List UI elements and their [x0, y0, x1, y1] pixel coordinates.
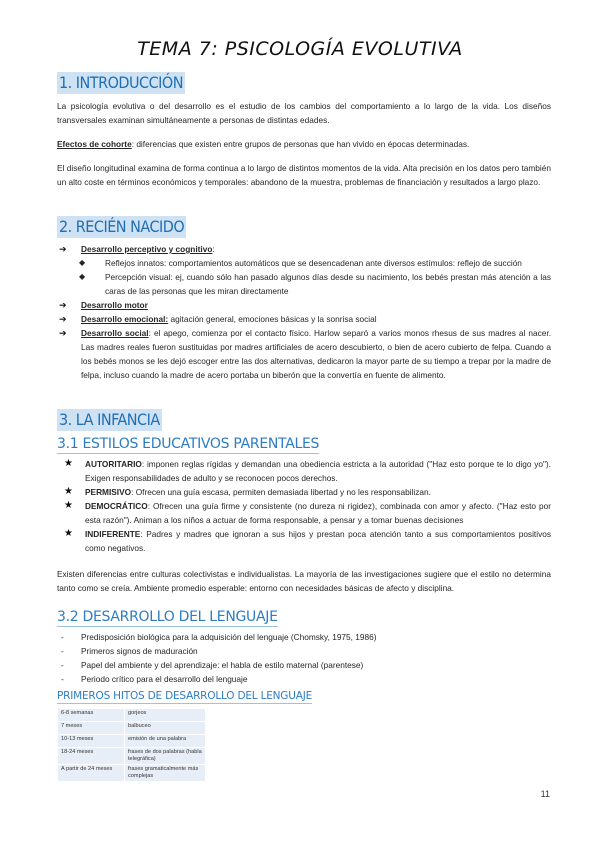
list-item: ★ INDIFERENTE: Padres y madres que ignoran a sus hijos y prestan poca atención tanto a sus comportamientos positivos como negativos. [64, 528, 551, 553]
star-bullet-icon: ★ [64, 500, 73, 511]
list-item: ◆ Reflejos innatos: comportamientos automáticos que se desencadenan ante diversos estímulos: reflejo de succión [79, 258, 522, 268]
list-item: ➔ Desarrollo motor [59, 300, 148, 310]
page-number: 11 [540, 789, 550, 799]
list-item: - Papel del ambiente y del aprendizaje: el habla de estilo maternal (parentese) [61, 660, 364, 670]
cohorte-text: : diferencias que existen entre grupos de personas que han vivido en épocas determinadas. [131, 139, 470, 149]
heading-primeros-hitos: PRIMEROS HITOS DE DESARROLLO DEL LENGUAJE [57, 690, 313, 702]
heading-la-infancia: 3. LA INFANCIA [59, 410, 160, 429]
culturas-paragraph: Existen diferencias entre culturas colectivistas e individualistas. La mayoría de las investigaciones sugiere que el estilo no determina tanto como se creía. Ambiente promedio esperable: entorno con necesidades básicas de afecto y disciplina. [57, 569, 551, 593]
star-bullet-icon: ★ [64, 458, 73, 469]
cohorte-term: Efectos de cohorte [57, 139, 132, 149]
arrow-icon: ➔ [59, 300, 67, 310]
table-row: 10-13 meses emisión de una palabra [58, 735, 206, 748]
page-title: TEMA 7: PSICOLOGÍA EVOLUTIVA [137, 38, 463, 60]
list-item: ★ PERMISIVO: Ofrecen una guía escasa, permiten demasiada libertad y no les responsabilizan. [64, 486, 431, 497]
list-item: - Predisposición biológica para la adquisición del lenguaje (Chomsky, 1975, 1986) [61, 632, 377, 642]
hitos-table [57, 708, 206, 782]
heading-estilos-educativos: 3.1 ESTILOS EDUCATIVOS PARENTALES [57, 436, 320, 452]
diamond-bullet-icon: ◆ [79, 272, 86, 281]
heading-desarrollo-lenguaje: 3.2 DESARROLLO DEL LENGUAJE [57, 609, 278, 625]
arrow-icon: ➔ [59, 244, 67, 254]
list-item: ★ AUTORITARIO: imponen reglas rígidas y demandan una obediencia estricta a la autoridad ("Haz esto porque te lo digo yo"). Exigen responsabilidades de adulto y se reconocen pocos derechos. [64, 458, 551, 483]
intro-paragraph: La psicología evolutiva o del desarrollo es el estudio de los cambios del comportamiento a lo largo de la vida. Los diseños transversales examinan simultáneamente a personas de distintas edades. [57, 101, 551, 125]
table-row: 18-24 meses frases de dos palabras (habla telegráfica) [58, 748, 206, 765]
list-item: ➔ Desarrollo perceptivo y cognitivo: [59, 244, 215, 254]
list-item: - Periodo crítico para el desarrollo del lenguaje [61, 674, 248, 684]
longitudinal-paragraph: El diseño longitudinal examina de forma continua a lo largo de distintos momentos de la vida. Alta precisión en los datos pero también un alto coste en términos económicos y temporales: abandono de la muestra, problemas de financiación y resultados a largo plazo. [57, 163, 551, 187]
heading-recien-nacido: 2. RECIÉN NACIDO [59, 217, 185, 236]
cohorte-paragraph [57, 137, 551, 151]
diamond-bullet-icon: ◆ [79, 258, 86, 267]
lenguaje-list [57, 630, 551, 686]
list-item: - Primeros signos de maduración [61, 646, 198, 656]
star-bullet-icon: ★ [64, 528, 73, 539]
list-item: ➔ Desarrollo emocional: agitación general, emociones básicas y la sonrisa social [59, 314, 377, 324]
star-bullet-icon: ★ [64, 486, 73, 497]
list-item: ★ DEMOCRÁTICO: Ofrecen una guía firme y consistente (no dureza ni rigidez), combinada con amor y afecto. ("Haz esto por esta razón"). Animan a los niños a actuar de forma responsable, a pensar y a tomar buenas decisiones [64, 500, 551, 525]
list-item: ➔ Desarrollo social: el apego, comienza por el contacto físico. Harlow separó a varios monos rhesus de sus madres al nacer. Las madres reales fueron sustituidas por madres artificiales de acero descubierto, o bien de acero cubierto de felpa. Cuando a los bebés monos se les dejó escoger entre las dos alternativas, dedicaron la mayor parte de su tiempo a trepar por la madre de felpa, incluso cuando la madre de acero portaba un biberón que la convertía en fuente de alimento. [59, 328, 551, 380]
recien-nacido-list [57, 242, 551, 382]
list-item: ◆ Percepción visual: ej, cuando sólo han pasado algunos días desde su nacimiento, los bebés prestan más atención a las caras de las personas que les miran directamente [79, 272, 551, 296]
table-row: 6-8 semanas gorjeos [58, 709, 206, 722]
arrow-icon: ➔ [59, 328, 67, 338]
estilos-list [57, 457, 551, 555]
heading-introduccion: 1. INTRODUCCIÓN [59, 73, 183, 92]
arrow-icon: ➔ [59, 314, 67, 324]
table-row: A partir de 24 meses frases gramaticalmente más complejas [58, 765, 206, 782]
table-row: 7 meses balbuceo [58, 722, 206, 735]
